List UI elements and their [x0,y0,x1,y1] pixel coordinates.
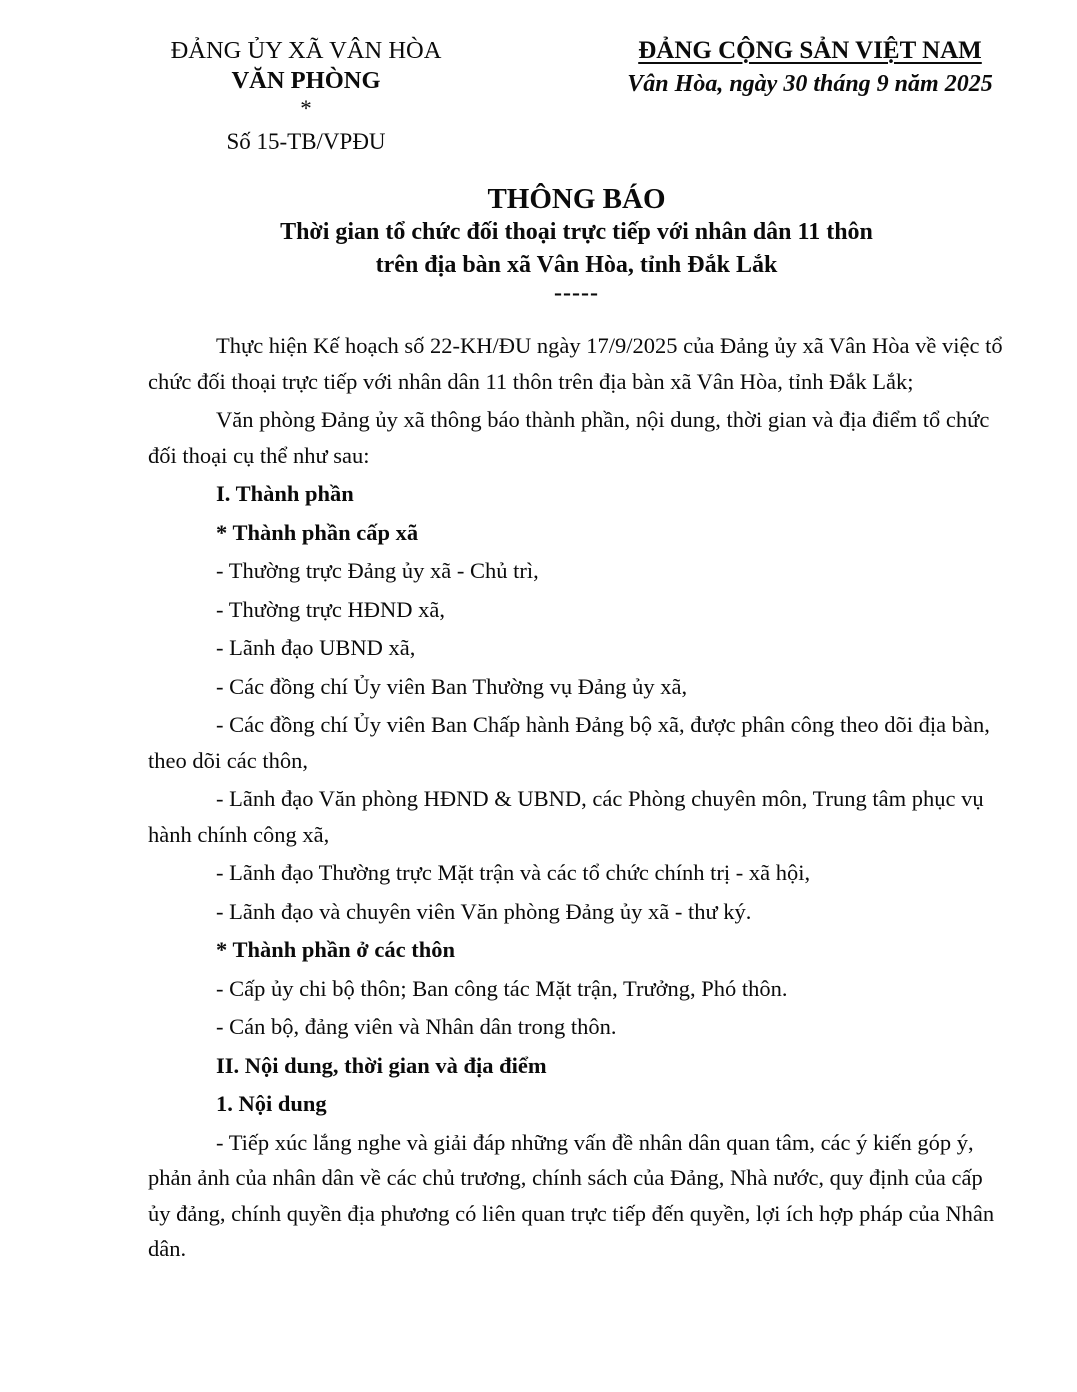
paragraph: Văn phòng Đảng ủy xã thông báo thành phần, nội dung, thời gian và địa điểm tổ chức đối thoại cụ thể như sau: [148,407,990,468]
star-separator: * [300,96,312,121]
national-motto-block [617,36,1003,99]
paragraph: - Thường trực HĐND xã, [216,596,445,622]
place-date-line: Vân Hòa, ngày 30 tháng 9 năm 2025 [627,71,993,97]
section-heading: I. Thành phần [216,481,354,506]
issuing-office-block [150,36,462,156]
paragraph: - Các đồng chí Ủy viên Ban Thường vụ Đảng ủy xã, [216,673,688,699]
paragraph: - Các đồng chí Ủy viên Ban Chấp hành Đảng bộ xã, được phân công theo dõi địa bàn, theo dõi các thôn, [148,712,990,773]
org-parent-name: ĐẢNG ỦY XÃ VÂN HÒA [170,37,442,64]
paragraph: - Cán bộ, đảng viên và Nhân dân trong thôn. [216,1014,617,1039]
paragraph: - Lãnh đạo và chuyên viên Văn phòng Đảng ủy xã - thư ký. [216,898,752,924]
subject-line-2: trên địa bàn xã Vân Hòa, tỉnh Đắk Lắk [375,252,778,278]
org-unit-name: VĂN PHÒNG [231,67,381,94]
paragraph: Thực hiện Kế hoạch số 22-KH/ĐU ngày 17/9/2025 của Đảng ủy xã Vân Hòa về việc tổ chức đối thoại trực tiếp với nhân dân 11 thôn trên địa bàn xã Vân Hòa, tỉnh Đắk Lắk; [148,333,1003,394]
section-heading: 1. Nội dung [216,1091,327,1116]
paragraph: - Lãnh đạo Thường trực Mặt trận và các tổ chức chính trị - xã hội, [216,860,811,885]
subject-line-1: Thời gian tổ chức đối thoại trực tiếp với nhân dân 11 thôn [280,219,873,245]
paragraph: - Tiếp xúc lắng nghe và giải đáp những vấn đề nhân dân quan tâm, các ý kiến góp ý, phản ảnh của nhân dân về các chủ trương, chính sách của Đảng, Nhà nước, quy định của cấp ủy đảng, chính quyền địa phương có liên quan trực tiếp đến quyền, lợi ích hợp pháp của Nhân dân. [148,1129,995,1261]
national-header: ĐẢNG CỘNG SẢN VIỆT NAM [638,37,982,64]
paragraph: - Cấp ủy chi bộ thôn; Ban công tác Mặt trận, Trưởng, Phó thôn. [216,975,788,1001]
document-number: Số 15-TB/VPĐU [226,129,386,154]
section-heading: * Thành phần ở các thôn [216,937,456,962]
paragraph: - Lãnh đạo Văn phòng HĐND & UBND, các Phòng chuyên môn, Trung tâm phục vụ hành chính công xã, [148,786,984,847]
document-type-title: THÔNG BÁO [487,183,666,215]
section-heading: II. Nội dung, thời gian và địa điểm [216,1052,547,1078]
title-block [148,182,1005,304]
title-divider: ----- [554,280,599,306]
paragraph: - Lãnh đạo UBND xã, [216,635,416,660]
section-heading: * Thành phần cấp xã [216,519,419,545]
document-body [148,328,1005,1267]
paragraph: - Thường trực Đảng ủy xã - Chủ trì, [216,558,539,583]
document-header [0,0,1077,156]
